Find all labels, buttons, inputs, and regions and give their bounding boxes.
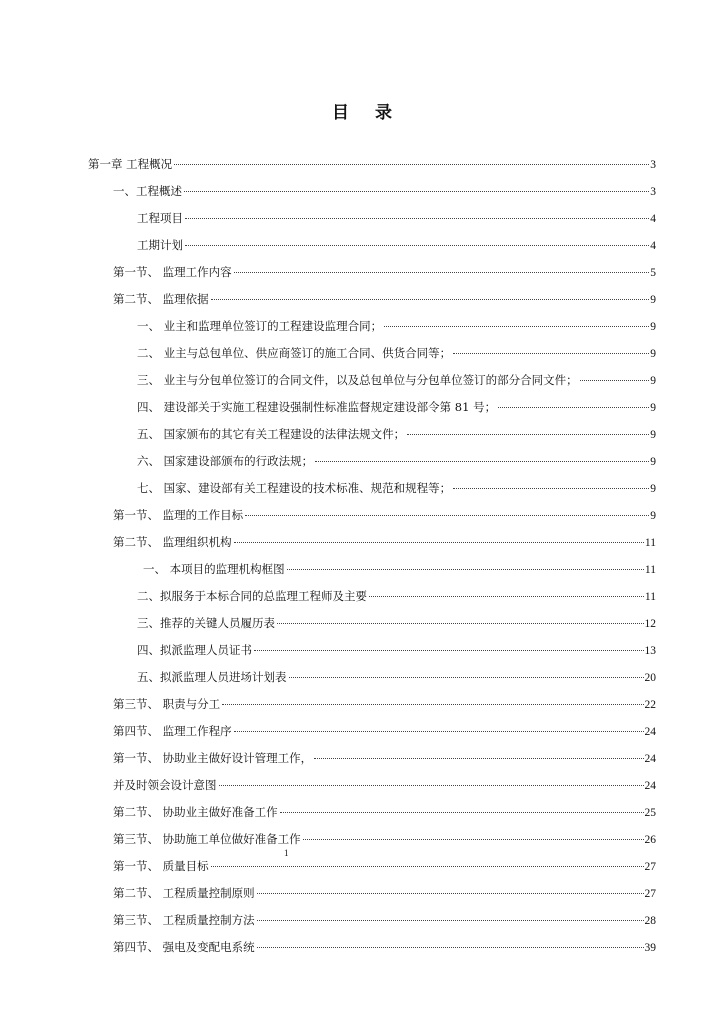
toc-leader-dots	[369, 596, 644, 597]
toc-entry[interactable]	[137, 587, 656, 605]
toc-entry-page: 12	[644, 618, 656, 630]
toc-leader-dots	[289, 677, 644, 678]
toc-entry[interactable]	[113, 938, 656, 956]
toc-entry-title: 四、拟派监理人员证书	[137, 643, 252, 657]
toc-leader-dots	[257, 920, 644, 921]
toc-entry-page: 9	[650, 321, 656, 333]
toc-leader-dots	[211, 299, 650, 300]
toc-entry-title: 第一节、 监理的工作目标	[113, 508, 244, 522]
toc-entry-title: 第三节、 工程质量控制方法	[113, 913, 255, 927]
toc-entry-title: 五、拟派监理人员进场计划表	[137, 670, 287, 684]
toc-leader-dots	[453, 353, 649, 354]
toc-entry-title: 工期计划	[137, 238, 183, 252]
toc-entry[interactable]	[88, 155, 656, 173]
toc-entry-title: 六、 国家建设部颁布的行政法规；	[137, 454, 314, 468]
toc-entry-page: 9	[650, 429, 656, 441]
toc-entry[interactable]	[113, 695, 656, 713]
toc-entry-page: 9	[650, 375, 656, 387]
toc-entry[interactable]	[113, 263, 656, 281]
toc-entry[interactable]	[113, 533, 656, 551]
toc-entry-title: 七、 国家、建设部有关工程建设的技术标准、规范和规程等；	[137, 481, 452, 495]
toc-entry-title: 三、 业主与分包单位签订的合同文件，以及总包单位与分包单位签订的部分合同文件；	[137, 373, 578, 387]
toc-entry-page: 9	[650, 348, 656, 360]
toc-entry[interactable]	[113, 506, 656, 524]
toc-entry-page: 22	[644, 699, 656, 711]
toc-entry-page: 5	[650, 267, 656, 279]
toc-entry-title: 第一节、 质量目标	[113, 859, 209, 873]
toc-entry[interactable]	[113, 857, 656, 875]
toc-leader-dots	[257, 893, 644, 894]
toc-entry-page: 4	[650, 213, 656, 225]
toc-entry-page: 24	[644, 780, 656, 792]
toc-entry-title: 五、 国家颁布的其它有关工程建设的法律法规文件；	[137, 427, 406, 441]
page-title: 目 录	[332, 103, 402, 123]
toc-entry-title: 一、 本项目的监理机构框图	[143, 562, 285, 576]
toc-leader-dots	[407, 434, 649, 435]
toc-leader-dots	[185, 245, 649, 246]
toc-entry-title: 第一节、 协助业主做好设计管理工作，	[113, 751, 313, 765]
toc-entry-title: 四、 建设部关于实施工程建设强制性标准监督规定建设部令第 81 号；	[137, 400, 497, 414]
toc-leader-dots	[184, 191, 649, 192]
toc-leader-dots	[314, 758, 643, 759]
toc-entry[interactable]	[113, 803, 656, 821]
toc-leader-dots	[277, 623, 644, 624]
toc-entry-page: 28	[644, 915, 656, 927]
toc-entry-title: 第一节、 监理工作内容	[113, 265, 232, 279]
toc-leader-dots	[222, 704, 643, 705]
toc-entry[interactable]	[113, 722, 656, 740]
toc-leader-dots	[254, 650, 644, 651]
toc-entry[interactable]	[137, 344, 656, 362]
toc-entry-page: 4	[650, 240, 656, 252]
toc-entry-title: 二、拟服务于本标合同的总监理工程师及主要	[137, 589, 367, 603]
toc-leader-dots	[245, 515, 649, 516]
toc-entry[interactable]	[137, 452, 656, 470]
toc-entry-page: 27	[644, 888, 656, 900]
toc-entry-title: 第四节、 强电及变配电系统	[113, 940, 255, 954]
toc-entry-page: 3	[650, 159, 656, 171]
toc-entry-page: 11	[644, 591, 656, 603]
toc-leader-dots	[211, 866, 644, 867]
toc-entry-page: 3	[650, 186, 656, 198]
toc-entry[interactable]	[113, 182, 656, 200]
toc-entry-title: 三、推荐的关键人员履历表	[137, 616, 275, 630]
toc-entry-title: 第二节、 监理依据	[113, 292, 209, 306]
toc-leader-dots	[315, 461, 649, 462]
toc-entry[interactable]	[137, 317, 656, 335]
toc-entry[interactable]	[137, 371, 656, 389]
toc-entry[interactable]	[137, 614, 656, 632]
toc-entry[interactable]	[137, 425, 656, 443]
toc-entry-page: 9	[650, 510, 656, 522]
toc-leader-dots	[498, 407, 649, 408]
toc-leader-dots	[234, 272, 650, 273]
toc-entry-page: 24	[644, 753, 656, 765]
toc-entry-page: 39	[644, 942, 656, 954]
toc-entry-page: 24	[644, 726, 656, 738]
toc-leader-dots	[280, 812, 644, 813]
toc-leader-dots	[384, 326, 649, 327]
toc-entry[interactable]	[113, 911, 656, 929]
toc-leader-dots	[174, 164, 649, 165]
toc-entry-page: 9	[650, 456, 656, 468]
toc-entry-page: 11	[644, 537, 656, 549]
toc-entry-page: 13	[644, 645, 656, 657]
toc-leader-dots	[303, 839, 644, 840]
toc-entry-title: 二、 业主与总包单位、供应商签订的施工合同、供货合同等；	[137, 346, 452, 360]
toc-entry[interactable]	[113, 830, 656, 848]
toc-leader-dots	[287, 569, 644, 570]
toc-entry[interactable]	[137, 209, 656, 227]
toc-entry-title: 第一章 工程概况	[88, 157, 173, 171]
toc-entry-title: 工程项目	[137, 211, 183, 225]
toc-entry[interactable]	[137, 236, 656, 254]
toc-entry-page: 9	[650, 294, 656, 306]
toc-entry-page: 11	[644, 564, 656, 576]
toc-entry-title: 并及时领会设计意图	[113, 778, 217, 792]
toc-entry-page: 27	[644, 861, 656, 873]
toc-entry-title: 第二节、 协助业主做好准备工作	[113, 805, 278, 819]
toc-entry-page: 20	[644, 672, 656, 684]
toc-entry-page: 9	[650, 402, 656, 414]
toc-entry-page: 25	[644, 807, 656, 819]
toc-entry[interactable]	[113, 749, 656, 767]
toc-entry[interactable]	[113, 884, 656, 902]
toc-entry[interactable]	[137, 641, 656, 659]
toc-entry[interactable]	[113, 290, 656, 308]
toc-entry-title: 第三节、 职责与分工	[113, 697, 221, 711]
toc-entry[interactable]	[137, 398, 656, 416]
toc-leader-dots	[453, 488, 649, 489]
toc-leader-dots	[234, 731, 644, 732]
toc-entry-title: 第二节、 工程质量控制原则	[113, 886, 255, 900]
toc-entry-title: 第二节、 监理组织机构	[113, 535, 232, 549]
toc-entry[interactable]	[137, 668, 656, 686]
toc-entry-page: 9	[650, 483, 656, 495]
toc-leader-dots	[234, 542, 644, 543]
toc-entry[interactable]	[137, 479, 656, 497]
toc-entry-title: 一、 业主和监理单位签订的工程建设监理合同；	[137, 319, 383, 333]
toc-entry[interactable]	[113, 776, 656, 794]
toc-entry[interactable]	[143, 560, 656, 578]
toc-leader-dots	[580, 380, 650, 381]
toc-entry-title: 第四节、 监理工作程序	[113, 724, 232, 738]
toc-leader-dots	[257, 947, 644, 948]
toc-entry-page: 26	[644, 834, 656, 846]
toc-leader-dots	[185, 218, 649, 219]
page-number: 1	[284, 848, 289, 858]
toc-leader-dots	[219, 785, 644, 786]
toc-entry-title: 第三节、 协助施工单位做好准备工作	[113, 832, 301, 846]
toc-entry-title: 一、工程概述	[113, 184, 182, 198]
